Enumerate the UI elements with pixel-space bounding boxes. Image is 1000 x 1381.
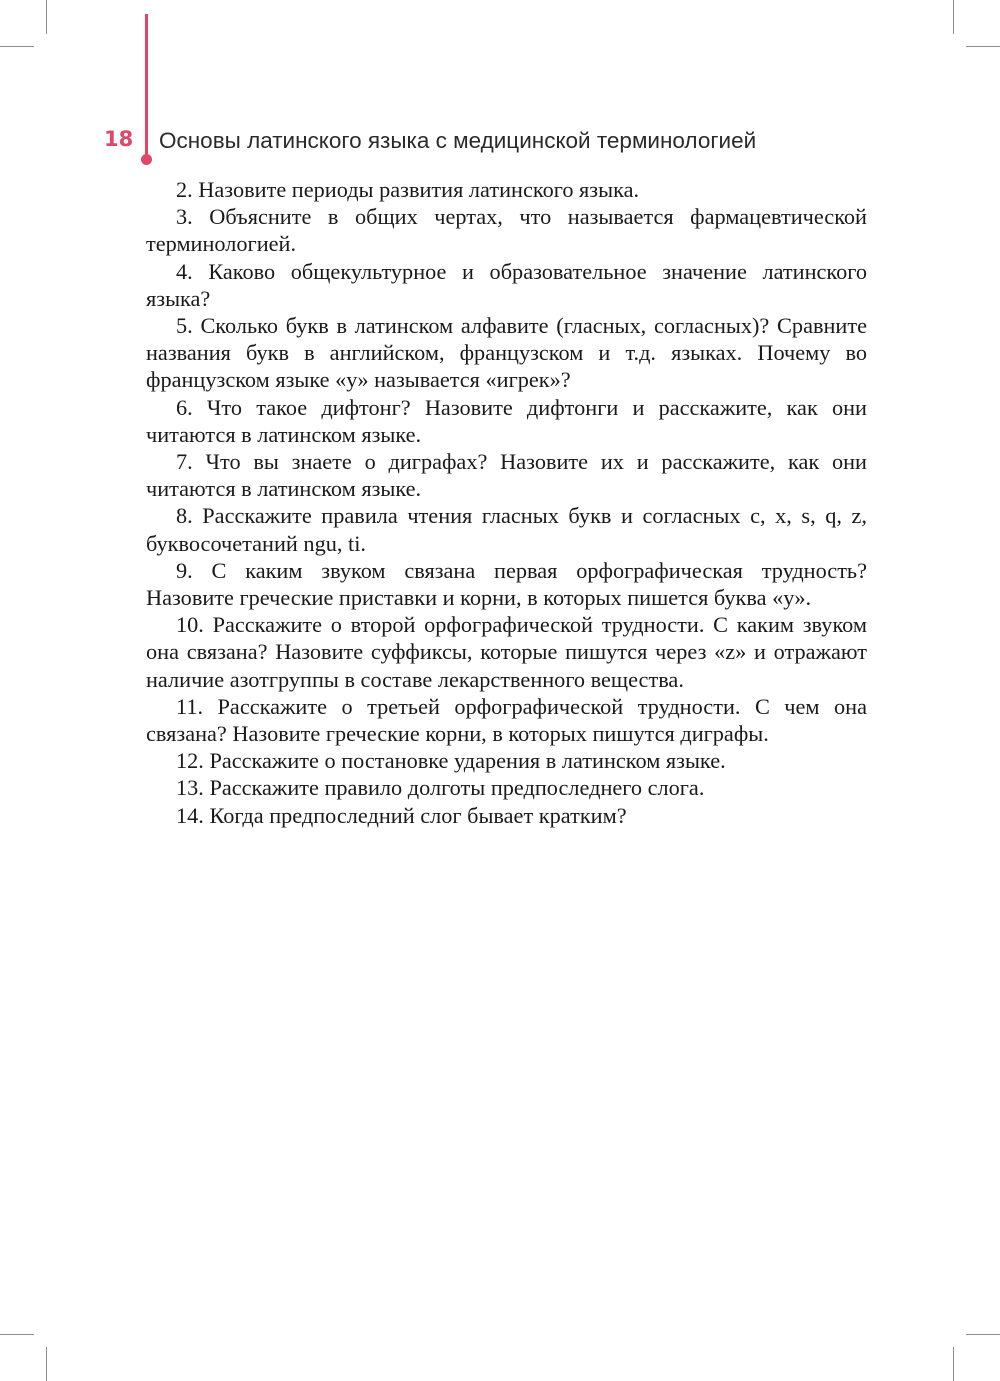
crop-mark-top-left-h [0,46,34,47]
header-accent-line [145,14,148,158]
question-item: 12. Расскажите о постановке ударения в латинском языке. [176,748,726,774]
crop-mark-bottom-left-v [46,1347,47,1381]
crop-mark-bottom-right-h [966,1334,1000,1335]
crop-mark-top-left-v [46,0,47,34]
question-item: 10. Расскажите о второй орфографической трудности. С каким звуком она связана? Назовите суффиксы, которые пишутся через «z» и отражают наличие азотгруппы в составе лекарственного вещества. [146,612,867,692]
question-item: 7. Что вы знаете о диграфах? Назовите их и расскажите, как они читаются в латинском языке. [146,449,867,502]
page-number: 18 [104,127,134,151]
question-item: 14. Когда предпоследний слог бывает кратким? [176,802,627,828]
header-accent-dot [141,154,152,165]
running-title: Основы латинского языка с медицинской терминологией [159,128,757,153]
crop-mark-top-right-h [966,46,1000,47]
question-item: 9. С каким звуком связана первая орфографическая трудность? Назовите греческие приставки и корни, в которых пишется буква «y». [146,557,867,611]
crop-mark-top-right-v [953,0,954,34]
question-item: 2. Назовите периоды развития латинского языка. [176,177,640,202]
crop-mark-bottom-right-v [953,1347,954,1381]
question-item: 11. Расскажите о третьей орфографической трудности. С чем она связана? Назовите греческие корни, в которых пишутся диграфы. [146,693,867,747]
question-item: 13. Расскажите правило долготы предпоследнего слога. [176,775,705,801]
question-item: 4. Каково общекультурное и образовательное значение латинского языка? [146,258,867,311]
question-item: 6. Что такое дифтонг? Назовите дифтонги и расскажите, как они читаются в латинском языке. [146,394,867,447]
crop-mark-bottom-left-h [0,1334,34,1335]
question-list [146,176,867,829]
question-item: 3. Объясните в общих чертах, что называется фармацевтической терминологией. [146,204,867,257]
question-item: 8. Расскажите правила чтения гласных букв и согласных c, x, s, q, z, буквосочетаний ngu, ti. [146,503,867,556]
question-item: 5. Сколько букв в латинском алфавите (гласных, согласных)? Сравните названия букв в английском, французском и т.д. языках. Почему во французском языке «y» называется «игрек»? [146,313,867,393]
